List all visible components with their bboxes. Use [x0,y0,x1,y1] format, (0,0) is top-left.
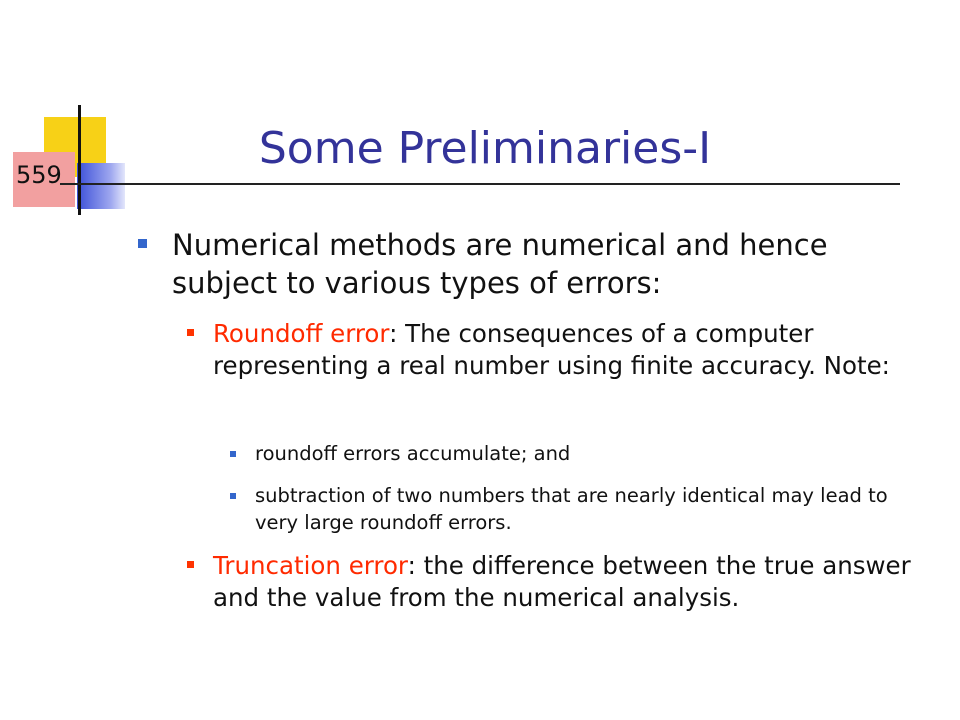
roundoff-note-2-text: subtraction of two numbers that are nearly identical may lead to very large roundoff errors. [255,484,888,534]
roundoff-description: : The consequences of a computer representing a real number using finite accuracy. Note: [213,319,890,380]
square-bullet-icon [138,239,147,248]
roundoff-note-1-text: roundoff errors accumulate; and [255,442,571,465]
decor-vertical-line [78,105,81,215]
main-bullet-text: Numerical methods are numerical and hence subject to various types of errors: [172,228,828,300]
roundoff-bullet-text [213,318,933,382]
slide-number: 559 [16,161,62,189]
slide-title: Some Preliminaries-I [258,123,712,174]
truncation-description: : the difference between the true answer and the value from the numerical analysis. [213,551,911,612]
roundoff-term: Roundoff error [213,319,390,348]
square-bullet-icon [230,451,236,457]
truncation-bullet-text [213,550,933,614]
square-bullet-icon [230,493,236,499]
decor-blue-square [77,163,125,209]
title-underline [60,183,900,185]
square-bullet-icon [187,561,194,568]
square-bullet-icon [187,329,194,336]
truncation-term: Truncation error [213,551,408,580]
